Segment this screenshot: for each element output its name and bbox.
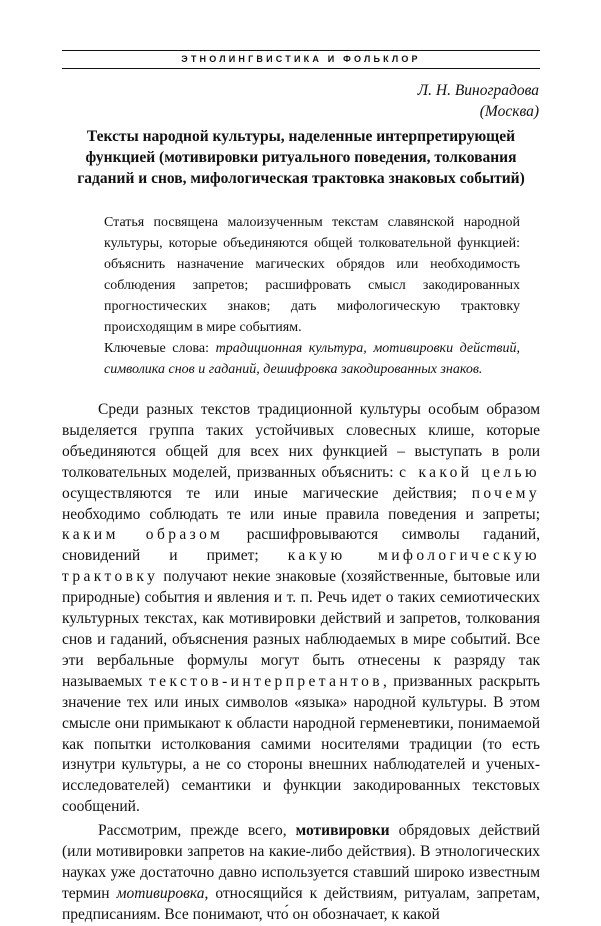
text-run: , относящийся к действиям, ритуалам, запретам, предписаниям. Все понимают, что́ он обозначает, к какой: [62, 884, 540, 923]
body-text: [62, 400, 540, 926]
body-paragraph-1: [62, 400, 540, 818]
text-run: обрядовых действий (или мотивировки запретов на какие-либо действия). В этнологических науках уже достаточно давно используется ставший широко известным термин: [62, 822, 540, 902]
spaced-emphasis: с какой целью: [399, 463, 540, 481]
bold-term: мотивировки: [295, 822, 390, 840]
spaced-emphasis: каким образом: [62, 526, 224, 544]
keywords-line: [104, 338, 520, 380]
spaced-emphasis: текстов-интерпретантов: [149, 672, 383, 690]
spaced-emphasis: почему: [471, 484, 540, 502]
text-run: осуществляются те или иные магические действия;: [62, 484, 472, 502]
text-run: необходимо соблюдать те или иные правила поведения и запреты;: [62, 505, 540, 523]
author-block: [418, 80, 539, 122]
article-title: Тексты народной культуры, наделенные интерпретирующей функцией (мотивировки ритуального поведения, толкования гаданий и снов, мифологическая трактовка знаковых событий): [77, 128, 525, 187]
author-city: (Москва): [479, 103, 539, 120]
abstract-text: Статья посвящена малоизученным текстам славянской народной культуры, которые объединяются общей толковательной функцией: объяснить назначение магических обрядов или необходимость соблюдения запретов; расшифровать смысл закодированных прогностических знаков; дать мифологическую трактовку происходящим в мире событиям.: [104, 215, 520, 335]
header-rule-bottom: [62, 68, 540, 69]
keywords-text: традиционная культура, мотивировки действий, символика снов и гаданий, дешифровка закодированных знаков.: [104, 341, 521, 377]
abstract: [104, 212, 520, 380]
text-run: получают некие знаковые (хозяйственные, бытовые или природные) события и явления и т. п. Речь идет о таких семиотических культурных текстах, как мотивировки действий и запретов, толкования снов и гаданий, объяснения разных наблюдаемых в мире событий. Все эти вербальные формулы могут быть отнесены к разряду так называемых: [62, 568, 540, 690]
author-name: Л. Н. Виноградова: [417, 82, 539, 99]
italic-term: мотивировка: [116, 884, 205, 902]
body-paragraph-2: [62, 821, 540, 926]
text-run: , призванных раскрыть значение тех или иных символов «языка» народной культуры. В этом смысле они примыкают к области народной герменевтики, понимаемой как попытки истолкования самими носителями традиции (то есть изнутри культуры, а не со стороны внешних наблюдателей и ученых-исследователей) семантики и функции закодированных текстовых сообщений.: [62, 672, 540, 816]
keywords-label: Ключевые слова:: [104, 341, 210, 356]
running-head: ЭТНОЛИНГВИСТИКА И ФОЛЬКЛОР: [181, 54, 421, 64]
text-run: расшифровываются символы гаданий, сновидений и примет;: [62, 526, 541, 565]
text-run: Рассмотрим, прежде всего,: [98, 822, 296, 840]
text-run: Среди разных текстов традиционной культуры особым образом выделяется группа таких устойчивых словесных клише, которые объединяются общей для всех них функцией – выступать в роли толковательных моделей, призванных объяснить:: [62, 401, 540, 481]
spaced-emphasis: какую мифологическую трактовку: [62, 547, 541, 586]
